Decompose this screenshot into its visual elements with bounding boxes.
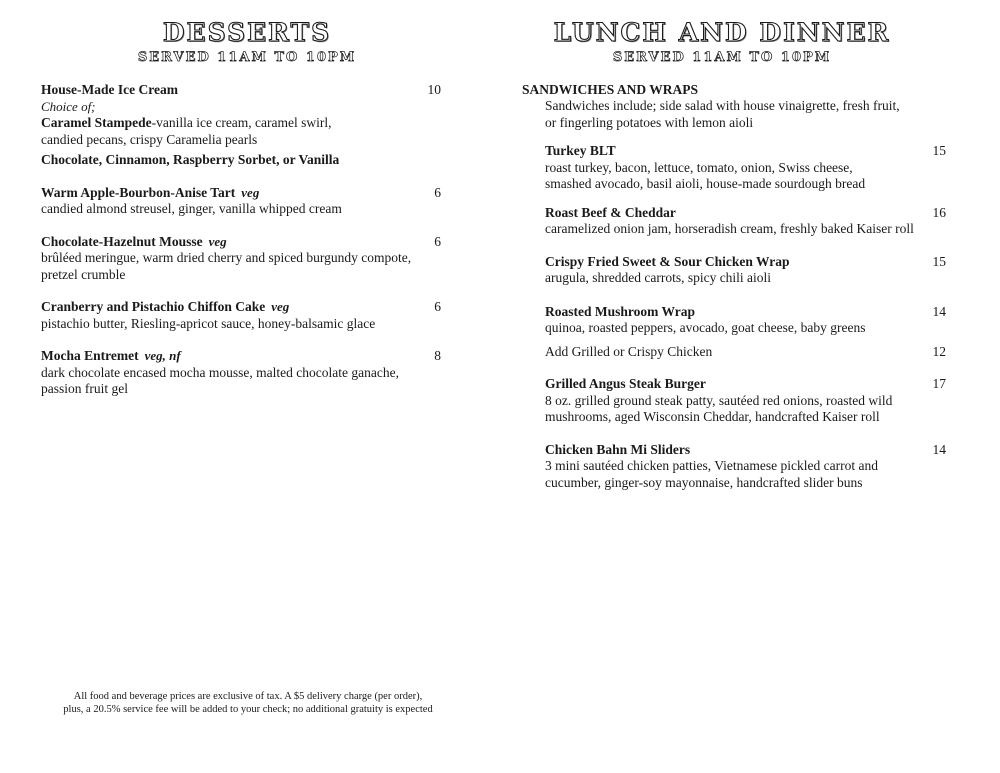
lunch-dinner-title: LUNCH AND DINNER	[553, 18, 891, 47]
dessert-name: House-Made Ice Cream	[41, 82, 178, 97]
item-price: 15	[932, 143, 946, 158]
dessert-price: 6	[434, 233, 441, 249]
item-price: 16	[932, 204, 946, 220]
item-price: 14	[932, 441, 946, 457]
choice-line	[41, 115, 441, 132]
dietary-tag: veg, nf	[144, 348, 181, 363]
ice-cream-flavors: Chocolate, Cinnamon, Raspberry Sorbet, or Vanilla	[41, 152, 340, 167]
choice-description: -vanilla ice cream, caramel swirl,	[151, 115, 332, 130]
choice-name: Caramel Stampede	[41, 115, 152, 130]
dessert-description: dark chocolate encased mocha mousse, malted chocolate ganache, passion fruit gel	[41, 364, 399, 396]
menu-item-bahn-mi-sliders	[522, 442, 946, 492]
lunch-dinner-subtitle: SERVED 11AM TO 10PM	[612, 50, 832, 65]
sandwiches-section	[522, 82, 946, 507]
item-price: 12	[932, 343, 946, 359]
item-description: roast turkey, bacon, lettuce, tomato, onion, Swiss cheese, smashed avocado, basil aioli, house-made sourdough bread	[545, 159, 866, 191]
item-price: 15	[932, 253, 946, 269]
dessert-price: 10	[427, 82, 441, 97]
desserts-list	[41, 82, 441, 414]
item-price: 17	[932, 376, 946, 391]
menu-item-chicken-wrap	[522, 254, 946, 287]
dessert-description: pistachio butter, Riesling-apricot sauce, honey-balsamic glace	[41, 315, 376, 331]
dessert-item-ice-cream	[41, 82, 441, 169]
dietary-tag: veg	[208, 233, 227, 249]
item-name: Grilled Angus Steak Burger	[545, 376, 706, 391]
item-description: quinoa, roasted peppers, avocado, goat cheese, baby greens	[545, 320, 866, 335]
dessert-item-mousse	[41, 234, 441, 284]
item-name: Roast Beef & Cheddar	[545, 204, 676, 220]
dessert-price: 6	[434, 184, 441, 200]
section-note	[522, 98, 946, 131]
item-description: 3 mini sautéed chicken patties, Vietnamese pickled carrot and cucumber, ginger-soy mayonnaise, handcrafted slider buns	[545, 458, 878, 490]
dessert-item-apple-tart	[41, 185, 441, 218]
section-note-line-2: or fingerling potatoes with lemon aioli	[545, 114, 754, 130]
dessert-name: Cranberry and Pistachio Chiffon Cake	[41, 299, 266, 314]
dessert-item-mocha-entremet	[41, 348, 441, 398]
footnote-line-2: plus, a 20.5% service fee will be added to your check; no additional gratuity is expected	[63, 704, 433, 715]
dessert-name: Warm Apple-Bourbon-Anise Tart	[41, 184, 236, 200]
item-description: arugula, shredded carrots, spicy chili aioli	[545, 270, 772, 285]
menu-item-add-chicken	[522, 344, 946, 361]
dessert-name: Chocolate-Hazelnut Mousse	[41, 233, 203, 249]
menu-item-turkey-blt	[522, 143, 946, 193]
item-name: Crispy Fried Sweet & Sour Chicken Wrap	[545, 253, 790, 269]
choice-label: Choice of;	[41, 98, 96, 114]
desserts-title: DESSERTS	[162, 18, 332, 47]
item-name: Turkey BLT	[545, 143, 616, 158]
section-note-line-1: Sandwiches include; side salad with house vinaigrette, fresh fruit,	[545, 98, 900, 113]
dessert-name: Mocha Entremet	[41, 348, 139, 363]
dessert-description: candied almond streusel, ginger, vanilla whipped cream	[41, 201, 342, 216]
dietary-tag: veg	[271, 299, 290, 314]
item-description: 8 oz. grilled ground steak patty, sautéed red onions, roasted wild mushrooms, aged Wisconsin Cheddar, handcrafted Kaiser roll	[545, 392, 893, 424]
item-name: Chicken Bahn Mi Sliders	[545, 441, 691, 457]
choice-description-2: candied pecans, crispy Caramelia pearls	[41, 131, 258, 147]
dessert-price: 8	[434, 348, 441, 363]
item-price: 14	[932, 303, 946, 319]
section-title: SANDWICHES AND WRAPS	[522, 82, 699, 97]
menu-item-roast-beef	[522, 205, 946, 238]
dessert-item-chiffon-cake	[41, 299, 441, 332]
menu-item-mushroom-wrap	[522, 304, 946, 337]
desserts-subtitle: SERVED 11AM TO 10PM	[137, 50, 357, 65]
item-name: Roasted Mushroom Wrap	[545, 303, 696, 319]
menu-item-steak-burger	[522, 376, 946, 426]
dietary-tag: veg	[241, 184, 260, 200]
dessert-price: 6	[434, 299, 441, 314]
pricing-footnote	[30, 690, 466, 716]
dessert-description: brûléed meringue, warm dried cherry and spiced burgundy compote, pretzel crumble	[41, 250, 412, 282]
item-name: Add Grilled or Crispy Chicken	[545, 343, 713, 359]
item-description: caramelized onion jam, horseradish cream, freshly baked Kaiser roll	[545, 221, 914, 236]
footnote-line-1: All food and beverage prices are exclusive of tax. A $5 delivery charge (per order),	[73, 691, 423, 702]
